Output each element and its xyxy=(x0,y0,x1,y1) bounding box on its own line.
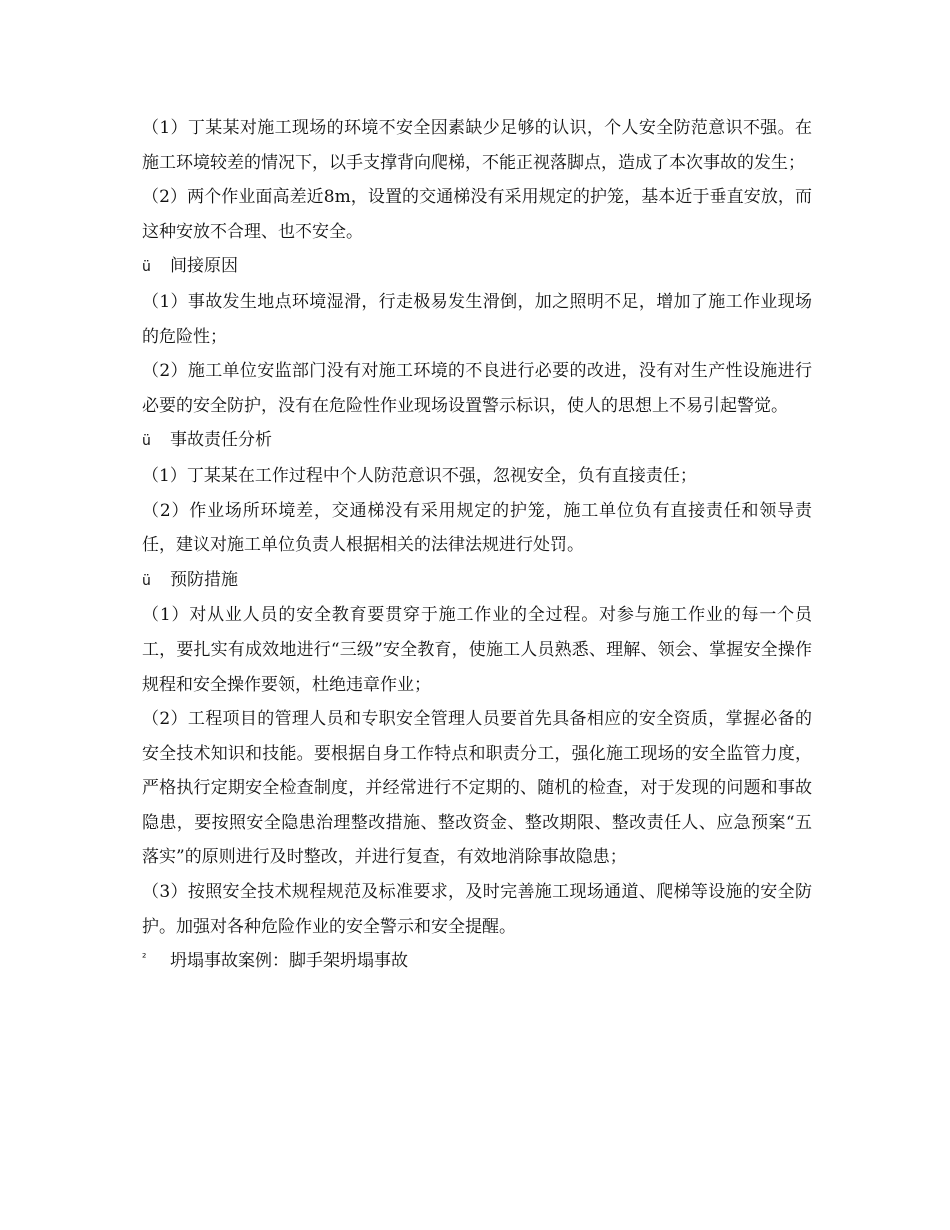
checkmark-bullet-icon: ü xyxy=(142,259,151,276)
paragraph-indirect-cause-1: （1）事故发生地点环境湿滑，行走极易发生滑倒，加之照明不足，增加了施工作业现场的危险性； xyxy=(142,291,812,347)
checkmark-bullet-icon: ü xyxy=(142,572,151,589)
heading-text: 预防措施 xyxy=(170,569,238,590)
heading-text: 事故责任分析 xyxy=(170,430,272,451)
paragraph-direct-cause-1: （1）丁某某对施工现场的环境不安全因素缺少足够的认识，个人安全防范意识不强。在施工环境较差的情况下，以手支撑背向爬梯，不能正视落脚点，造成了本次事故的发生； xyxy=(142,118,812,173)
paragraph-responsibility-2: （2）作业场所环境差，交通梯没有采用规定的护笼，施工单位负有直接责任和领导责任，建议对施工单位负责人根据相关的法律法规进行处罚。 xyxy=(142,500,812,556)
document-body xyxy=(142,111,812,981)
paragraph-prevention-1: （1）对从业人员的安全教育要贯穿于施工作业的全过程。对参与施工作业的每一个员工，要扎实有成效地进行“三级”安全教育，使施工人员熟悉、理解、领会、掌握安全操作规程和安全操作要领，杜绝违章作业； xyxy=(142,605,812,695)
heading-text: 间接原因 xyxy=(170,256,238,277)
paragraph-indirect-cause-2: （2）施工单位安监部门没有对施工环境的不良进行必要的改进，没有对生产性设施进行必要的安全防护，没有在危险性作业现场设置警示标识，使人的思想上不易引起警觉。 xyxy=(142,361,812,416)
paragraph-responsibility-1: （1）丁某某在工作过程中个人防范意识不强，忽视安全，负有直接责任； xyxy=(142,465,697,486)
square-bullet-icon: ² xyxy=(142,951,147,965)
paragraph-prevention-3: （3）按照安全技术规程规范及标准要求，及时完善施工现场通道、爬梯等设施的安全防护。加强对各种危险作业的安全警示和安全提醒。 xyxy=(142,882,812,937)
heading-responsibility-analysis xyxy=(142,423,812,459)
paragraph-prevention-2: （2）工程项目的管理人员和专职安全管理人员要首先具备相应的安全资质，掌握必备的安全技术知识和技能。要根据自身工作特点和职责分工，强化施工现场的安全监管力度，严格执行定期安全检查制度，并经常进行不定期的、随机的检查，对于发现的问题和事故隐患，要按照安全隐患治理整改措施、整改资金、整改期限、整改责任人、应急预案“五落实”的原则进行及时整改，并进行复查，有效地消除事故隐患； xyxy=(142,709,812,868)
heading-collapse-case xyxy=(142,944,812,981)
heading-prevention-measures xyxy=(142,563,812,599)
heading-text: 坍塌事故案例：脚手架坍塌事故 xyxy=(170,951,408,972)
checkmark-bullet-icon: ü xyxy=(142,433,151,450)
heading-indirect-cause xyxy=(142,249,812,285)
paragraph-direct-cause-2: （2）两个作业面高差近8m，设置的交通梯没有采用规定的护笼，基本近于垂直安放，而这种安放不合理、也不安全。 xyxy=(142,187,812,242)
